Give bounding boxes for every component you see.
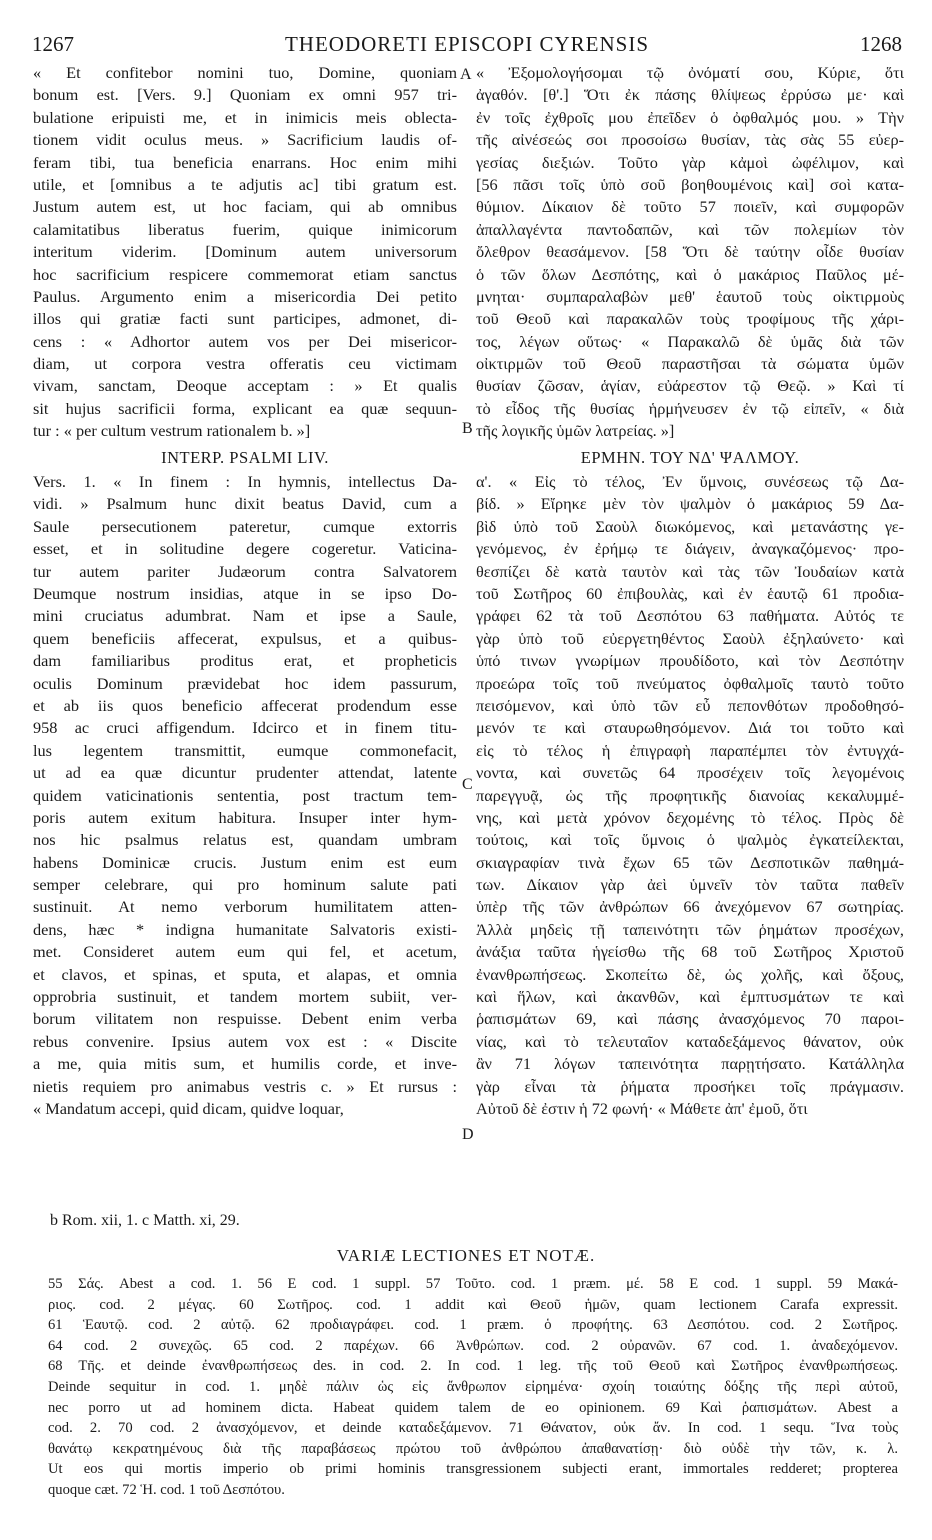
latin-text-line: quem beneficiis affecerat, expulsus, et a quibus- bbox=[33, 628, 457, 648]
greek-text-line: εἰς τὸ τέλος ἡ ἐπιγραφὴ παραπέμπει τὸν ἐντυγχά- bbox=[476, 740, 904, 760]
latin-text-line: diam, ut corpora vestra offeratis ceu victimam bbox=[33, 354, 457, 374]
greek-text-line: [56 πᾶσι τοῖς ὑπὸ σοῦ βοηθουμένοις καὶ] σοὶ κατα- bbox=[476, 174, 904, 194]
page-number-left: 1267 bbox=[32, 32, 74, 56]
latin-text-line: a me, quia mitis sum, et humilis corde, et inve- bbox=[33, 1054, 457, 1074]
greek-text-line: τὸ εἶδος τῆς θυσίας ἡρμήνευσεν ἐν τῷ εἰπεῖν, « διὰ bbox=[476, 398, 904, 418]
greek-text-line: ὄλεθρον θεασάμενον. [58 Ὅτι δὲ ταύτην οἶδε θυσίαν bbox=[476, 242, 904, 262]
greek-text-line: θύμιον. Δίκαιον δὲ τοῦτο 57 ποιεῖν, καὶ συμφορῶν bbox=[476, 197, 904, 217]
note-line: 55 Σάς. Abest a cod. 1. 56 E cod. 1 suppl. 57 Τοῦτο. cod. 1 præm. μέ. 58 E cod. 1 suppl. 59 Μακά- bbox=[48, 1276, 898, 1292]
notes-heading: VARIÆ LECTIONES ET NOTÆ. bbox=[336, 1246, 596, 1265]
greek-text-line: ῥαπισμάτων 69, καὶ πάσης ἀνασχόμενος 70 παροι- bbox=[476, 1009, 904, 1029]
greek-text-line: γράφει 62 τὰ τοῦ Δεσπότου 63 παθήματα. Αὐτός τε bbox=[476, 606, 904, 626]
greek-text-line: τῆς αἰνέσεώς σοι προσοίσω θυσίαν, τὰς σὰς 55 εὐερ- bbox=[476, 130, 904, 150]
note-line: ριος. cod. 2 μέγας. 60 Σωτῆρος. cod. 1 addit καὶ Θεοῦ ἡμῶν, quam lectionem Carafa expressit. bbox=[48, 1296, 898, 1313]
page-number-right: 1268 bbox=[860, 32, 902, 56]
greek-text-line: γεσίας διεξιών. Τοῦτο γὰρ κἀμοὶ ὠφέλιμον, καὶ bbox=[476, 152, 904, 172]
greek-text-line: μενόν τε καὶ σταυρωθησόμενον. Διά τοι τοῦτο καὶ bbox=[476, 718, 904, 738]
greek-text-line: τούτοις, καὶ τοῖς ὕμνοις ὁ ψαλμὸς ἐγκατείλεκται, bbox=[476, 830, 904, 850]
note-line: θανάτῳ κεκρατημένους διὰ τῆς παραβάσεως πρώτου τοῦ ἀνθρώπου ἀπαθανατίσῃ· διὸ οὐδὲ τὴν τῶν, κ. λ. bbox=[48, 1440, 898, 1457]
running-header bbox=[32, 32, 902, 60]
latin-text-line: « Et confitebor nomini tuo, Domine, quoniam bbox=[33, 63, 457, 82]
greek-text-line: γενόμενος, ἐν ἐρήμῳ τε διάγειν, ἀναγκαζόμενος· προ- bbox=[476, 539, 904, 559]
greek-text-line: ὁ τῶν ὅλων Δεσπότης, καὶ ὁ μακάριος Παῦλος μέ- bbox=[476, 264, 904, 284]
latin-text-line: habens Dominicæ crucis. Justum enim est eum bbox=[33, 852, 457, 872]
latin-text-line: ut ad ea quæ dicuntur prudenter attendat, latente bbox=[33, 763, 457, 783]
greek-text-line: Αὐτοῦ δὲ ἐστιν ἡ 72 φωνή· « Μάθετε ἀπ' ἐμοῦ, ὅτι bbox=[476, 1098, 808, 1118]
greek-text-line: σκιαγραφίαν τινὰ ἔχων 65 τῶν Δεσποτικῶν παθημά- bbox=[476, 852, 904, 872]
latin-text-line: oculis Dominum prævidebat hoc idem passurum, bbox=[33, 673, 457, 693]
latin-text-line: vivam, sanctam, Deoque acceptam : » Et qualis bbox=[33, 376, 457, 396]
greek-section-title: ΕΡΜΗΝ. ΤΟΥ ΝΔ' ΨΑΛΜΟΥ. bbox=[580, 447, 800, 467]
latin-text-line: esset, et in solitudine degere cogeretur. Vaticina- bbox=[33, 539, 457, 559]
greek-text-line: γὰρ ὑπὸ τοῦ εὐεργετηθέντος Σαοὺλ ἐξηλαύνετο· καὶ bbox=[476, 628, 904, 648]
latin-text-line: Justum autem est, ut hoc faciam, qui ab omnibus bbox=[33, 197, 457, 217]
latin-text-line: nietis requiem pro animabus vestris c. » Et rursus : bbox=[33, 1076, 457, 1096]
greek-text-line: γὰρ εἶναι τὰ ῥήματα προσήκει τοῖς πράγμασιν. bbox=[476, 1076, 904, 1096]
latin-text-line: bonum est. [Vers. 9.] Quoniam ex omni 957 tri- bbox=[33, 85, 457, 105]
note-line: Deinde sequitur in cod. 1. μηδὲ πάλιν ὡς εἰς ἄνθρωπον εἰρημένα· σχοίη τοιαύτης δόξης τῆς περὶ αὐτοῦ, bbox=[48, 1378, 898, 1395]
latin-text-line: sustinuit. At nemo verborum humilitatem atten- bbox=[33, 897, 457, 917]
latin-text-line: interitum viderim. [Dominum autem universorum bbox=[33, 242, 457, 262]
latin-text-line: tionem vidit oculus meus. » Sacrificium laudis of- bbox=[33, 130, 457, 150]
greek-text-line: καὶ ἥλων, καὶ ἀκανθῶν, καὶ ἐμπτυσμάτων τε καὶ bbox=[476, 987, 904, 1007]
note-line: Ut eos qui mortis imperio ob primi hominis transgressionem subjecti erant, immortales redderet; propterea bbox=[48, 1461, 898, 1478]
greek-text-line: προεώρα τοῖς τοῦ πνεύματος ὀφθαλμοῖς ταυτὸ τοῦτο bbox=[476, 673, 904, 693]
greek-text-line: ἐνανθρωπήσεως. Σκοπείτω δὲ, ὡς χολῆς, καὶ ὄξους, bbox=[476, 964, 904, 984]
greek-text-line: Ἀλλὰ μηδεὶς τῇ ταπεινότητι τῶν ῥημάτων προσέχων, bbox=[476, 919, 904, 939]
variant-readings bbox=[48, 1274, 898, 1501]
latin-text-line: nos hic psalmus relatus est, quandam umbram bbox=[33, 830, 457, 850]
latin-column bbox=[33, 62, 457, 1120]
greek-text-line: νίας, καὶ τὸ τελευταῖον καταδεξάμενος θάνατον, οὐκ bbox=[476, 1031, 904, 1051]
latin-text-line: calamitatibus liberatus fuerim, quique inimicorum bbox=[33, 219, 457, 239]
margin-letter-d: D bbox=[462, 1126, 474, 1143]
note-line: 61 Ἑαυτῷ. cod. 2 αὐτῷ. 62 προδιαγράφει. cod. 1 præm. ὁ προφήτης. 63 Δεσπότου. cod. 2 Σωτῆρος. bbox=[48, 1317, 898, 1334]
latin-text-line: hoc sacrificium respicere commemorat etiam sanctus bbox=[33, 264, 457, 284]
latin-text-line: rebus convenire. Ipsius autem vox est : « Discite bbox=[33, 1031, 457, 1051]
greek-text-line: ἐν τοῖς ἐχθροῖς μου ἐπεῖδεν ὁ ὀφθαλμός μου. » Τὴν bbox=[476, 107, 904, 127]
latin-text-line: feram tibi, tua beneficia enarrans. Hoc enim mihi bbox=[33, 152, 457, 172]
latin-text-line: Vers. 1. « In finem : In hymnis, intellectus Da- bbox=[33, 472, 457, 492]
latin-text-line: Deumque nostrum insidias, atque in se ipso Do- bbox=[33, 583, 457, 603]
greek-text-line: α'. « Εἰς τὸ τέλος, Ἐν ὕμνοις, συνέσεως τῷ Δα- bbox=[476, 472, 904, 492]
latin-text-line: quidem vaticinationis sententia, post tractum tem- bbox=[33, 785, 457, 805]
note-line: quoque cæt. 72 Ἡ. cod. 1 τοῦ Δεσπότου. bbox=[48, 1481, 285, 1498]
latin-text-line: et clavos, et spinas, et sputa, et alapas, et omnia bbox=[33, 964, 457, 984]
latin-text-line: cens : « Adhortor autem vos per Dei misericor- bbox=[33, 331, 457, 351]
latin-text-line: et ab iis quos beneficio affecerat prodendum esse bbox=[33, 695, 457, 715]
latin-text-line: tur autem pariter Judæorum contra Salvatorem bbox=[33, 561, 457, 581]
latin-text-line: illos qui gratiæ facti sunt participes, admonet, di- bbox=[33, 309, 457, 329]
greek-text-line: ἀπαλλαγέντα παντοδαπῶν, καὶ τῶν πολεμίων τὸν bbox=[476, 219, 904, 239]
running-title: THEODORETI EPISCOPI CYRENSIS bbox=[284, 32, 650, 56]
latin-section-title: INTERP. PSALMI LIV. bbox=[161, 447, 329, 467]
greek-text-line: θυσίαν ζῶσαν, ἁγίαν, εὐάρεστον τῷ Θεῷ. » Καὶ τί bbox=[476, 376, 904, 396]
latin-text-line: Saule persecutionem pateretur, cumque extorris bbox=[33, 516, 457, 536]
greek-text-line: βίδ. » Εἴρηκε μὲν τὸν ψαλμὸν ὁ μακάριος 59 Δα- bbox=[476, 494, 904, 514]
latin-text-line: Paulus. Argumento enim a misericordia Dei petito bbox=[33, 286, 457, 306]
latin-text-line: utile, et [omnibus a te adjutis ac] tibi gratum est. bbox=[33, 174, 457, 194]
note-line: 64 cod. 2 συνεχῶς. 65 cod. 2 παρέχων. 66 Ἀνθρώπων. cod. 2 οὐρανῶν. 67 cod. 1. ἀναδεχόμενον. bbox=[48, 1337, 898, 1354]
greek-text-line: τοῦ Θεοῦ καὶ παρακαλῶν τοὺς τροφίμους τῆς χάρι- bbox=[476, 309, 904, 329]
greek-text-line: τοῦ Σωτῆρος 60 ἐπιβουλὰς, καὶ ἐν ἑαυτῷ 61 προδια- bbox=[476, 583, 904, 603]
latin-text-line: lus legentem transmittit, eumque commonefacit, bbox=[33, 740, 457, 760]
greek-text-line: ἂν 71 λόγων ταπεινότητα παρῃτήσατο. Κατάλληλα bbox=[476, 1054, 904, 1074]
greek-text-line: ἀγαθόν. [θ'.] Ὅτι ἐκ πάσης θλίψεως ἐρρύσω με· καὶ bbox=[476, 85, 904, 105]
latin-text-line: bulatione eripuisti me, et in inimicis meis oblecta- bbox=[33, 107, 457, 127]
latin-text-line: met. Consideret autem eum qui fel, et acetum, bbox=[33, 942, 457, 962]
latin-text-line: tur : « per cultum vestrum rationalem b. »] bbox=[33, 421, 311, 441]
greek-text-line: οἰκτιρμῶν τοῦ Θεοῦ παραστῆσαι τὰ σώματα ὑμῶν bbox=[476, 354, 904, 374]
greek-text-line: ὑπὲρ τῆς τῶν ἀνθρώπων 66 ἀνεχόμενον 67 σωτηρίας. bbox=[476, 897, 904, 917]
note-line: nec porro ut ad hominem dicta. Habeat quidem talem de eo opinionem. 69 Καὶ ῥαπισμάτων. Abest a bbox=[48, 1399, 898, 1416]
latin-text-line: « Mandatum accepi, quid dicam, quidve loquar, bbox=[33, 1098, 344, 1118]
note-line: 68 Τῆς. et deinde ἐνανθρωπήσεως des. in cod. 2. In cod. 1 leg. τῆς τοῦ Θεοῦ καὶ Σωτῆρος ἐνανθρωπήσεως. bbox=[48, 1358, 898, 1375]
greek-text-line: τος, λέγων οὕτως· « Παρακαλῶ δὲ ὑμᾶς διὰ τῶν bbox=[476, 331, 904, 351]
margin-letter-b: B bbox=[462, 420, 473, 437]
latin-text-line: borum vilitatem non respuisse. Debent enim verba bbox=[33, 1009, 457, 1029]
latin-text-line: 958 ac cruci affigendum. Idcirco et in finem titu- bbox=[33, 718, 457, 738]
greek-text-line: των. Δίκαιον γὰρ ἀεὶ ὑμνεῖν τὸν ταῦτα παθεῖν bbox=[476, 875, 904, 895]
latin-text-line: opprobria sustinuit, et tandem mortem subiit, ver- bbox=[33, 987, 457, 1007]
latin-text-line: dens, hæc * indigna humanitate Salvatoris existi- bbox=[33, 919, 457, 939]
margin-letter-c: C bbox=[462, 776, 473, 793]
latin-text-line: mini cruciatus adumbrat. Nam et ipse a Saule, bbox=[33, 606, 457, 626]
greek-text-line: τῆς λογικῆς ὑμῶν λατρείας. »] bbox=[476, 421, 675, 441]
greek-column bbox=[476, 62, 904, 1120]
greek-text-line: θεσπίζει δὲ κατὰ ταυτὸν καὶ τὰς τῶν Ἰουδαίων κατὰ bbox=[476, 561, 904, 581]
latin-text-line: sit hujus sacrificii forma, explicant ea quæ sequun- bbox=[33, 398, 457, 418]
latin-text-line: semper celebrare, qui pro hominum salute pati bbox=[33, 875, 457, 895]
greek-text-line: « Ἐξομολογήσομαι τῷ ὀνόματί σου, Κύριε, ὅτι bbox=[476, 63, 904, 82]
greek-text-line: ὑπό τινων γνωρίμων προυδίδοτο, καὶ τὸν Δεσπότην bbox=[476, 651, 904, 671]
greek-text-line: παρεγγυᾷ, ὡς τῆς προφητικῆς διανοίας κεκαλυμμέ- bbox=[476, 785, 904, 805]
greek-text-line: νοντα, καὶ συνετῶς 64 προσέχειν τοῖς λεγομένοις bbox=[476, 763, 904, 783]
greek-text-line: νης, καὶ μετὰ χρόνον δεχομένης τὸ τέλος. Πρὸς δὲ bbox=[476, 807, 904, 827]
greek-text-line: μνηται· συμπαραλαβὼν μεθ' ἑαυτοῦ τοὺς οἰκτιρμοὺς bbox=[476, 286, 904, 306]
latin-text-line: poris autem exitum habitura. Insuper inter hym- bbox=[33, 807, 457, 827]
greek-text-line: βὶδ ὑπὸ τοῦ Σαοὺλ διωκόμενος, καὶ μετανάστης γε- bbox=[476, 516, 904, 536]
page-footnotes: b Rom. xii, 1. c Matth. xi, 29. bbox=[50, 1212, 240, 1229]
greek-text-line: πεισόμενον, καὶ ὑπὸ τῶν εὖ πεπονθότων προδοθησό- bbox=[476, 695, 904, 715]
latin-text-line: vidi. » Psalmum hunc dixit beatus David, cum a bbox=[33, 494, 457, 514]
margin-letter-a: A bbox=[460, 66, 472, 83]
greek-text-line: ἀνάξια ταῦτα ἡγείσθω τῆς 68 τοῦ Σωτῆρος Χριστοῦ bbox=[476, 942, 904, 962]
latin-text-line: dam familiaribus proditus erat, et propheticis bbox=[33, 651, 457, 671]
note-line: cod. 2. 70 cod. 2 ἀνασχόμενον, et deinde καταδεξάμενον. 71 Θάνατον, οὐκ ἄν. In cod. 1 sequ. Ἵνα τοὺς bbox=[48, 1420, 898, 1437]
